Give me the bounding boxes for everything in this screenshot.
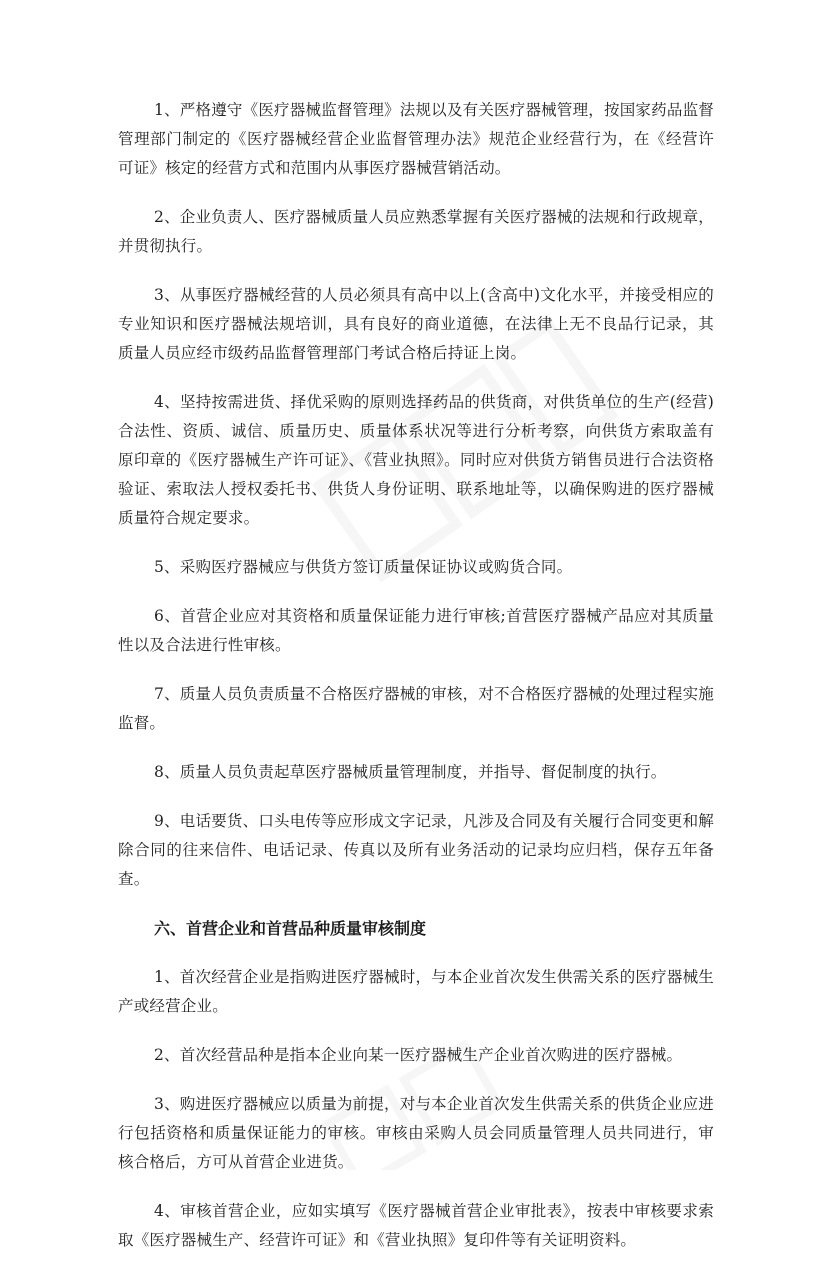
paragraph-4: 4、坚持按需进货、择优采购的原则选择药品的供货商，对供货单位的生产(经营)合法性、资质、诚信、质量历史、质量体系状况等进行分析考察，向供货方索取盖有原印章的《医疗器械生产许可证》、《营业执照》。同时应对供货方销售员进行合法资格验证、索取法人授权委托书、供货人身份证明、联系地址等，以确保购进的医疗器械质量符合规定要求。	[118, 393, 714, 527]
document-body	[118, 96, 714, 1275]
paragraph-9: 9、电话要货、口头电传等应形成文字记录，凡涉及合同及有关履行合同变更和解除合同的往来信件、电话记录、传真以及所有业务活动的记录均应归档，保存五年备查。	[118, 812, 714, 888]
paragraph-6: 6、首营企业应对其资格和质量保证能力进行审核;首营医疗器械产品应对其质量性以及合法进行性审核。	[118, 607, 714, 654]
paragraph-2: 2、企业负责人、医疗器械质量人员应熟悉掌握有关医疗器械的法规和行政规章，并贯彻执行。	[118, 208, 714, 255]
paragraph-3: 3、从事医疗器械经营的人员必须具有高中以上(含高中)文化水平，并接受相应的专业知识和医疗器械法规培训，具有良好的商业道德，在法律上无不良品行记录，其质量人员应经市级药品监督管理部门考试合格后持证上岗。	[118, 286, 714, 362]
paragraph-5: 5、采购医疗器械应与供货方签订质量保证协议或购货合同。	[154, 558, 573, 576]
paragraph-8: 8、质量人员负责起草医疗器械质量管理制度，并指导、督促制度的执行。	[154, 763, 667, 781]
section-paragraph-4: 4、审核首营企业，应如实填写《医疗器械首营企业审批表》，按表中审核要求索取《医疗器械生产、经营许可证》和《营业执照》复印件等有关证明资料。	[118, 1202, 714, 1249]
paragraph-1: 1、严格遵守《医疗器械监督管理》法规以及有关医疗器械管理，按国家药品监督管理部门制定的《医疗器械经营企业监督管理办法》规范企业经营行为，在《经营许可证》核定的经营方式和范围内从事医疗器械营销活动。	[118, 101, 714, 177]
section-paragraph-2: 2、首次经营品种是指本企业向某一医疗器械生产企业首次购进的医疗器械。	[154, 1046, 683, 1064]
paragraph-7: 7、质量人员负责质量不合格医疗器械的审核，对不合格医疗器械的处理过程实施监督。	[118, 685, 714, 732]
section-paragraph-1: 1、首次经营企业是指购进医疗器械时，与本企业首次发生供需关系的医疗器械生产或经营企业。	[118, 968, 714, 1015]
section-paragraph-3: 3、购进医疗器械应以质量为前提，对与本企业首次发生供需关系的供货企业应进行包括资格和质量保证能力的审核。审核由采购人员会同质量管理人员共同进行，审核合格后，方可从首营企业进货。	[118, 1095, 714, 1171]
section-heading: 六、首营企业和首营品种质量审核制度	[154, 919, 427, 938]
